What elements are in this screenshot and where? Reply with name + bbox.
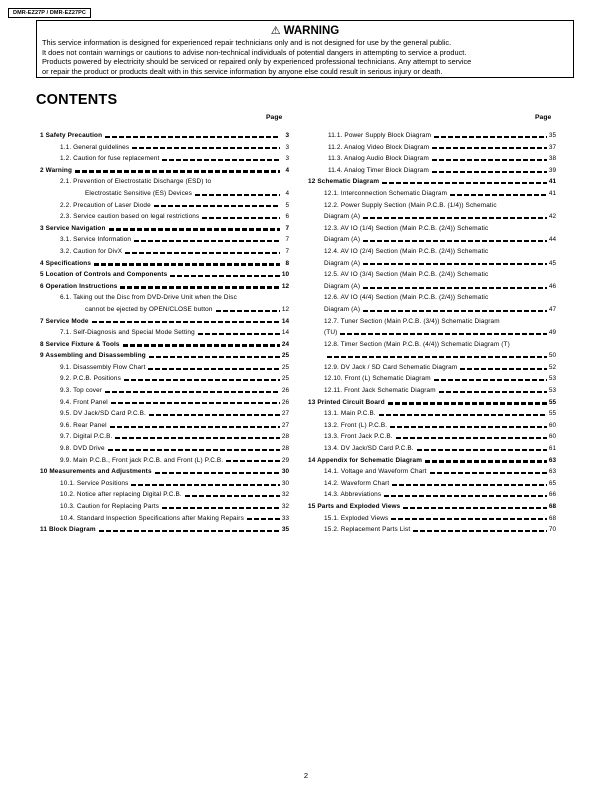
toc-leader (390, 426, 547, 428)
toc-leader (396, 437, 547, 439)
toc-section-entry[interactable] (308, 397, 556, 409)
warning-line: It does not contain warnings or cautions to advise non-technical individuals of potential dangers in attempting to service a product. (42, 47, 467, 57)
toc-page-number: 5 (285, 201, 289, 209)
toc-entry-title: Diagram (A) (324, 305, 361, 313)
toc-entry-title: 12.6. AV IO (4/4) Section (Main P.C.B. (2/4)) Schematic (324, 294, 489, 302)
toc-entry[interactable] (40, 408, 289, 420)
toc-entry-title: 6 Operation Instructions (40, 282, 118, 290)
toc-page-number: 32 (281, 491, 289, 499)
toc-leader (185, 495, 280, 497)
toc-page-number: 7 (285, 236, 289, 244)
toc-leader (439, 391, 547, 393)
toc-entry[interactable] (308, 316, 556, 328)
toc-entry[interactable] (308, 292, 556, 304)
toc-entry[interactable] (308, 281, 556, 293)
toc-entry-title: 13.4. DV Jack/SD Card P.C.B. (324, 445, 414, 453)
toc-entry-title: Diagram (A) (324, 259, 361, 267)
toc-page-number: 35 (281, 526, 289, 534)
toc-leader (110, 426, 280, 428)
toc-leader (247, 518, 280, 520)
toc-page-number: 61 (548, 445, 556, 453)
toc-entry-title: 6.1. Taking out the Disc from DVD-Drive Unit when the Disc (60, 294, 237, 302)
toc-page-number: 68 (548, 514, 556, 522)
toc-entry[interactable] (308, 200, 556, 212)
toc-leader (115, 437, 280, 439)
toc-entry[interactable] (40, 327, 289, 339)
toc-section-entry[interactable] (40, 466, 289, 478)
toc-leader (148, 368, 280, 370)
toc-entry[interactable] (40, 455, 289, 467)
toc-leader (111, 402, 280, 404)
toc-entry-title: 7.1. Self-Diagnosis and Special Mode Setting (60, 329, 195, 337)
toc-section-entry[interactable] (40, 281, 289, 293)
toc-entry-title: 8 Service Fixture & Tools (40, 340, 120, 348)
toc-leader (149, 356, 280, 358)
toc-entry-title: 4 Specifications (40, 259, 92, 267)
toc-entry[interactable] (308, 385, 556, 397)
toc-entry-title: 9.7. Digital P.C.B. (60, 433, 113, 441)
toc-entry[interactable] (40, 489, 289, 501)
toc-entry[interactable] (308, 142, 556, 154)
toc-page-number: 3 (285, 155, 289, 163)
toc-entry[interactable] (308, 327, 556, 339)
toc-entry-title: 9.2. P.C.B. Positions (60, 375, 121, 383)
toc-page-number: 25 (281, 352, 289, 360)
toc-page-number: 14 (281, 317, 289, 325)
toc-section-entry[interactable] (40, 269, 289, 281)
toc-entry-title: 12.11. Front Jack Schematic Diagram (324, 387, 436, 395)
toc-leader (384, 495, 547, 497)
toc-entry[interactable] (308, 431, 556, 443)
toc-entry-title: 14.3. Abbreviations (324, 491, 382, 499)
toc-leader (430, 472, 547, 474)
toc-page-number: 63 (548, 468, 556, 476)
toc-entry[interactable] (308, 130, 556, 142)
toc-entry[interactable] (40, 188, 289, 200)
toc-entry[interactable] (308, 420, 556, 432)
toc-page-number: 41 (548, 178, 556, 186)
toc-entry[interactable] (40, 142, 289, 154)
toc-page-number: 65 (548, 479, 556, 487)
warning-title: WARNING (283, 25, 340, 37)
toc-page-number: 55 (548, 410, 556, 418)
toc-leader (363, 240, 547, 242)
page-column-label-left: Page (266, 114, 283, 121)
toc-entry[interactable] (308, 362, 556, 374)
toc-leader (195, 194, 280, 196)
toc-page-number: 12 (281, 282, 289, 290)
toc-entry-title: 12 Schematic Diagram (308, 178, 380, 186)
toc-entry-title: 12.2. Power Supply Section (Main P.C.B. (1/4)) Schematic (324, 201, 497, 209)
toc-leader (425, 460, 547, 462)
toc-page-number: 25 (281, 363, 289, 371)
toc-leader (363, 217, 547, 219)
warning-line: or repair the product or products dealt with in this service information by anyone else could result in serious injury or death. (42, 66, 443, 76)
toc-leader (417, 449, 547, 451)
toc-entry-title: 12.4. AV IO (2/4) Section (Main P.C.B. (2/4)) Schematic (324, 247, 489, 255)
toc-entry-title: 14 Appendix for Schematic Diagram (308, 456, 423, 464)
toc-entry-title: 10.1. Service Positions (60, 479, 129, 487)
toc-section-entry[interactable] (40, 165, 289, 177)
toc-entry-title: 13.3. Front Jack P.C.B. (324, 433, 393, 441)
contents-title: CONTENTS (36, 92, 118, 108)
toc-entry[interactable] (308, 339, 556, 351)
toc-page-number: 28 (281, 445, 289, 453)
toc-entry[interactable] (308, 246, 556, 258)
toc-page-number: 29 (281, 456, 289, 464)
toc-entry-title: 15.1. Exploded Views (324, 514, 389, 522)
toc-entry-title: 12.7. Tuner Section (Main P.C.B. (3/4)) Schematic Diagram (324, 317, 500, 325)
toc-entry-title: 1.2. Caution for fuse replacement (60, 155, 160, 163)
toc-leader (382, 182, 547, 184)
toc-entry-title: 12.10. Front (L) Schematic Diagram (324, 375, 431, 383)
toc-leader (434, 136, 547, 138)
toc-page-number: 14 (281, 329, 289, 337)
toc-leader (149, 414, 280, 416)
toc-page-number: 41 (548, 189, 556, 197)
toc-page-number: 60 (548, 433, 556, 441)
toc-entry[interactable] (40, 211, 289, 223)
toc-leader (108, 449, 280, 451)
toc-entry-title: 14.2. Waveform Chart (324, 479, 390, 487)
toc-entry[interactable] (308, 153, 556, 165)
toc-entry[interactable] (308, 524, 556, 536)
toc-page-number: 47 (548, 305, 556, 313)
toc-entry-title: 3 Service Navigation (40, 224, 106, 232)
toc-page-number: 3 (285, 143, 289, 151)
toc-entry-title: 2.3. Service caution based on legal restrictions (60, 213, 200, 221)
toc-page-number: 32 (281, 503, 289, 510)
toc-entry-title: 7 Service Mode (40, 317, 89, 325)
toc-leader (120, 286, 280, 288)
toc-entry-title: 15.2. Replacement Parts List (324, 526, 411, 534)
toc-entry-title: 12.8. Timer Section (Main P.C.B. (4/4)) Schematic Diagram (T) (324, 340, 510, 348)
toc-page-number: 44 (548, 236, 556, 244)
toc-entry-title: 9.8. DVD Drive (60, 445, 105, 453)
toc-entry-title: 1 Safety Precaution (40, 132, 103, 139)
toc-entry-title: 10 Measurements and Adjustments (40, 468, 152, 476)
toc-leader (92, 321, 280, 323)
toc-page-number: 52 (548, 363, 556, 371)
toc-entry-title: Electrostatic Sensitive (ES) Devices (85, 189, 192, 197)
toc-entry-title: 11.1. Power Supply Block Diagram (328, 132, 432, 139)
toc-page-number: 28 (281, 433, 289, 441)
toc-leader (363, 263, 547, 265)
toc-section-entry[interactable] (308, 176, 556, 188)
toc-entry-title: 2.2. Precaution of Laser Diode (60, 201, 151, 209)
toc-section-entry[interactable] (40, 339, 289, 351)
toc-entry[interactable] (308, 466, 556, 478)
toc-page-number: 6 (285, 213, 289, 221)
toc-page-number: 39 (548, 166, 556, 174)
toc-entry[interactable] (308, 478, 556, 490)
toc-leader (226, 460, 280, 462)
toc-entry-title: 1.1. General guidelines (60, 143, 130, 151)
toc-page-number: 4 (285, 166, 289, 174)
toc-entry[interactable] (308, 350, 556, 362)
toc-entry-title: Diagram (A) (324, 213, 361, 221)
toc-page-number: 26 (281, 387, 289, 395)
toc-entry-title: 3.2. Caution for DivX (60, 247, 123, 255)
toc-page-number: 55 (548, 398, 556, 406)
toc-entry-title: 11.2. Analog Video Block Diagram (328, 143, 430, 151)
toc-leader (132, 147, 280, 149)
toc-entry[interactable] (40, 420, 289, 432)
toc-page-number: 27 (281, 410, 289, 418)
toc-entry-title: 13 Printed Circuit Board (308, 398, 385, 406)
toc-leader (198, 333, 280, 335)
toc-page-number: 35 (548, 132, 556, 139)
toc-entry[interactable] (308, 408, 556, 420)
toc-entry[interactable] (40, 443, 289, 455)
toc-page-number: 66 (548, 491, 556, 499)
toc-page-number: 53 (548, 375, 556, 383)
warning-heading (42, 24, 568, 38)
toc-page-number: 12 (281, 305, 289, 313)
toc-section-entry[interactable] (40, 223, 289, 235)
toc-entry[interactable] (40, 373, 289, 385)
toc-page-number: 33 (281, 514, 289, 522)
toc-page-number: 30 (281, 468, 289, 476)
toc-page-number: 60 (548, 421, 556, 429)
toc-page-number: 24 (281, 340, 289, 348)
toc-entry-title: cannot be ejected by OPEN/CLOSE button (85, 305, 213, 313)
warning-box (36, 20, 574, 78)
toc-section-entry[interactable] (308, 455, 556, 467)
toc-entry-title: 15 Parts and Exploded Views (308, 503, 401, 510)
toc-leader (202, 217, 280, 219)
toc-leader (125, 252, 280, 254)
toc-entry-title: 10.3. Caution for Replacing Parts (60, 503, 160, 510)
toc-entry[interactable] (308, 188, 556, 200)
toc-entry[interactable] (308, 269, 556, 281)
toc-entry[interactable] (308, 489, 556, 501)
toc-entry-title: 12.1. Interconnection Schematic Diagram (324, 189, 448, 197)
toc-page-number: 63 (548, 456, 556, 464)
toc-leader (216, 310, 280, 312)
toc-leader (460, 368, 547, 370)
toc-leader (170, 275, 280, 277)
toc-leader (434, 379, 547, 381)
toc-page-number: 8 (285, 259, 289, 267)
toc-entry[interactable] (40, 397, 289, 409)
warning-triangle-icon: ⚠ (270, 25, 281, 37)
toc-section-entry[interactable] (40, 258, 289, 270)
page-column-label-right: Page (535, 114, 552, 121)
toc-page-number: 7 (285, 224, 289, 232)
toc-leader (391, 518, 547, 520)
toc-entry-title: 9.4. Front Panel (60, 398, 108, 406)
toc-leader (162, 159, 280, 161)
toc-leader (413, 530, 547, 532)
toc-leader (131, 484, 280, 486)
toc-entry-title: 9.5. DV Jack/SD Card P.C.B. (60, 410, 146, 418)
toc-page-number: 38 (548, 155, 556, 163)
toc-entry-title: 9.9. Main P.C.B., Front jack P.C.B. and Front (L) P.C.B. (60, 456, 224, 464)
toc-leader (403, 507, 547, 509)
toc-entry[interactable] (308, 234, 556, 246)
toc-entry-title: 3.1. Service Information (60, 236, 132, 244)
toc-leader (99, 530, 280, 532)
toc-leader (379, 414, 547, 416)
toc-entry-title: (TU) (324, 329, 338, 337)
warning-line: This service information is designed for experienced repair technicians only and is not designed for use by the general public. (42, 38, 452, 47)
toc-leader (388, 402, 547, 404)
toc-entry-title: 11 Block Diagram (40, 526, 96, 534)
toc-leader (450, 194, 547, 196)
toc-entry-title: 13.1. Main P.C.B. (324, 410, 376, 418)
toc-page-number: 25 (281, 375, 289, 383)
toc-entry[interactable] (40, 362, 289, 374)
toc-entry[interactable] (308, 443, 556, 455)
warning-line: Products powered by electricity should be serviced or repaired only by experienced professional technicians. Any attempt to service (42, 57, 472, 67)
toc-entry[interactable] (40, 246, 289, 258)
toc-page-number: 26 (281, 398, 289, 406)
toc-page-number: 27 (281, 421, 289, 429)
toc-leader (105, 391, 280, 393)
toc-entry[interactable] (308, 513, 556, 525)
toc-entry[interactable] (308, 304, 556, 316)
toc-entry-title: 9.6. Rear Panel (60, 421, 107, 429)
toc-leader (162, 507, 280, 509)
toc-entry-title: 2 Warning (40, 166, 73, 174)
toc-entry-title: 9 Assembling and Disassembling (40, 352, 146, 360)
toc-entry[interactable] (40, 478, 289, 490)
toc-leader (123, 344, 280, 346)
toc-entry[interactable] (40, 431, 289, 443)
toc-entry-title: 9.3. Top cover (60, 387, 103, 395)
toc-entry[interactable] (40, 501, 289, 513)
toc-section-entry[interactable] (40, 350, 289, 362)
toc-page-number: 50 (548, 352, 556, 360)
toc-page-number: 42 (548, 213, 556, 221)
toc-entry[interactable] (40, 292, 289, 304)
toc-entry[interactable] (40, 153, 289, 165)
toc-page-number: 45 (548, 259, 556, 267)
toc-column-left (40, 130, 289, 536)
toc-entry-title: 12.3. AV IO (1/4) Section (Main P.C.B. (2/4)) Schematic (324, 224, 489, 232)
toc-leader (363, 310, 547, 312)
toc-entry[interactable] (308, 258, 556, 270)
toc-entry-title: 13.2. Front (L) P.C.B. (324, 421, 388, 429)
toc-entry-title: Diagram (A) (324, 236, 361, 244)
toc-entry-title: 11.4. Analog Timer Block Diagram (328, 166, 429, 174)
toc-entry-title: 12.9. DV Jack / SD Card Schematic Diagram (324, 363, 458, 371)
toc-column-right (308, 130, 556, 536)
toc-leader (134, 240, 280, 242)
toc-entry-title: 11.3. Analog Audio Block Diagram (328, 155, 429, 163)
model-tag: DMR-EZ27P / DMR-EZ27PC (8, 8, 91, 18)
toc-leader (392, 484, 547, 486)
toc-leader (432, 147, 547, 149)
toc-entry-title: Diagram (A) (324, 282, 361, 290)
toc-entry[interactable] (40, 304, 289, 316)
toc-leader (327, 356, 547, 358)
toc-page-number: 3 (285, 132, 289, 139)
toc-leader (75, 170, 280, 172)
toc-page-number: 53 (548, 387, 556, 395)
toc-entry-title: 9.1. Disassembly Flow Chart (60, 363, 146, 371)
toc-entry[interactable] (40, 176, 289, 188)
toc-section-entry[interactable] (40, 524, 289, 536)
toc-entry-title: 5 Location of Controls and Components (40, 271, 168, 279)
toc-page-number: 7 (285, 247, 289, 255)
toc-entry[interactable] (40, 234, 289, 246)
toc-entry[interactable] (40, 385, 289, 397)
toc-leader (124, 379, 280, 381)
toc-entry[interactable] (308, 373, 556, 385)
toc-page-number: 4 (285, 189, 289, 197)
toc-entry-title: 10.2. Notice after replacing Digital P.C.B. (60, 491, 182, 499)
toc-leader (109, 228, 280, 230)
toc-page-number: 10 (281, 271, 289, 279)
toc-page-number: 37 (548, 143, 556, 151)
page-number: 2 (303, 771, 309, 780)
toc-entry-title: 14.1. Voltage and Waveform Chart (324, 468, 427, 476)
toc-leader (363, 287, 547, 289)
toc-entry[interactable] (308, 211, 556, 223)
toc-entry-title: 2.1. Prevention of Electrostatic Discharge (ESD) to (60, 178, 212, 186)
toc-page-number: 49 (548, 329, 556, 337)
toc-leader (155, 472, 280, 474)
toc-page-number: 46 (548, 282, 556, 290)
toc-entry[interactable] (308, 223, 556, 235)
toc-section-entry[interactable] (308, 501, 556, 513)
toc-page-number: 70 (548, 526, 556, 534)
toc-page-number: 68 (548, 503, 556, 510)
toc-leader (340, 333, 547, 335)
toc-section-entry[interactable] (40, 316, 289, 328)
toc-entry-title: 10.4. Standard Inspection Specifications after Making Repairs (60, 514, 244, 522)
toc-leader (432, 171, 547, 173)
toc-entry-title: 12.5. AV IO (3/4) Section (Main P.C.B. (2/4)) Schematic (324, 271, 489, 279)
toc-page-number: 30 (281, 479, 289, 487)
toc-entry[interactable] (40, 513, 289, 525)
toc-entry[interactable] (308, 165, 556, 177)
toc-leader (154, 205, 280, 207)
toc-leader (105, 136, 280, 138)
toc-section-entry[interactable] (40, 130, 289, 142)
toc-leader (432, 159, 547, 161)
toc-leader (94, 263, 280, 265)
toc-entry[interactable] (40, 200, 289, 212)
